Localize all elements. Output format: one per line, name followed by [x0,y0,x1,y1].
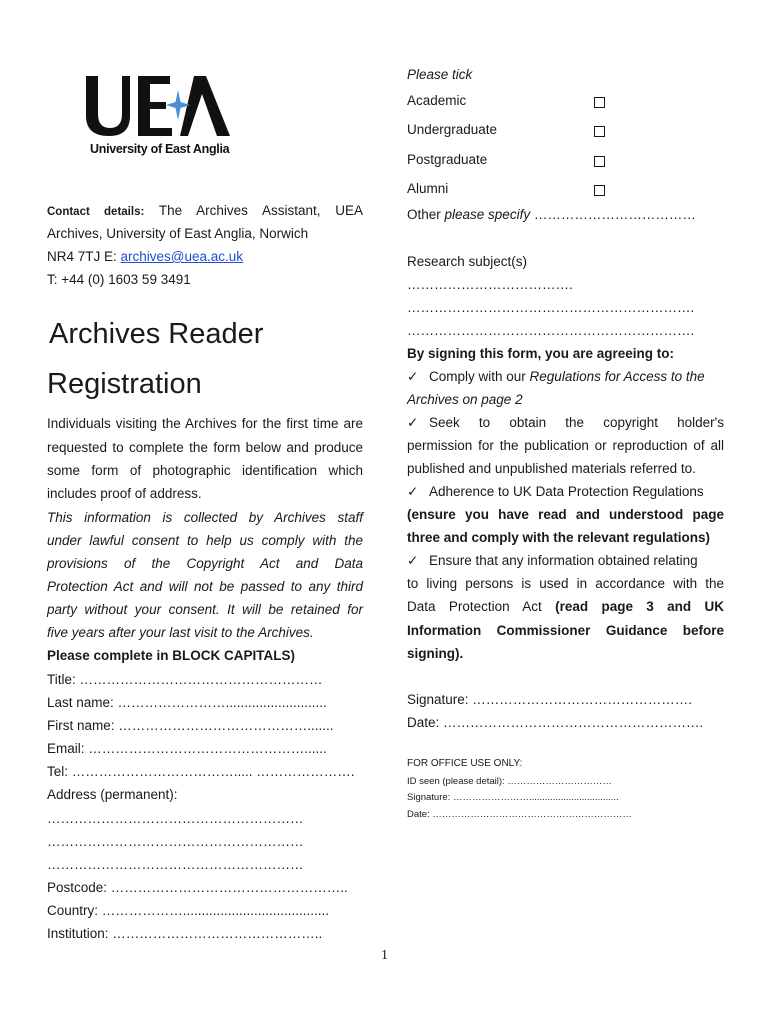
agreement-item-2 [407,414,724,432]
option-undergraduate-label: Undergraduate [407,122,498,137]
privacy-line-6: five years after your last visit to the Archives. [47,625,314,640]
postcode-field[interactable]: Postcode: …………………………………………….. [47,880,348,895]
privacy-line-1: This information is collected by Archives staff [47,510,363,525]
checkmark-icon: ✓ [407,415,419,430]
research-line-2[interactable]: ………………………………………………………. [407,300,695,315]
institution-field[interactable]: Institution: ……………………………………….. [47,926,323,941]
contact-line1-text: The Archives Assistant, UEA [158,203,363,218]
address-label: Address (permanent): [47,787,178,802]
option-postgraduate-checkbox[interactable] [594,156,605,167]
date-field[interactable]: Date: …………………………………………………. [407,715,704,730]
office-date[interactable]: Date: ……………………………………………………… [407,809,632,820]
agreement-item-4-text: Ensure that any information obtained relating [429,553,698,568]
page-title-line-1: Archives Reader [49,318,264,350]
contact-label: Contact details: [47,206,145,218]
tick-heading: Please tick [407,67,473,82]
option-academic-checkbox[interactable] [594,97,605,108]
agreement-item-1-text: Comply with our [429,369,530,384]
research-label: Research subject(s) [407,254,528,269]
country-field[interactable]: Country: ………………....................................... [47,903,330,918]
signature-field[interactable]: Signature: …………………………………………. [407,692,693,707]
agreement-item-4-line-3-text: Data Protection Act [407,599,556,614]
uea-logo-mark [84,72,234,138]
email-field[interactable]: Email: …………………………………………...... [47,741,327,756]
intro-line-3: some form of photographic identification which [47,463,363,478]
intro-line-2: requested to complete the form below and produce [47,440,363,455]
research-line-1[interactable]: ………………………………. [407,277,573,292]
other-italic: please specify [444,207,531,222]
agreement-item-1-cont: Archives on page 2 [407,392,523,407]
contact-line-1 [47,202,363,221]
agreement-item-4-line-3-bold: (read page 3 and UK [555,599,724,614]
contact-line-2: Archives, University of East Anglia, Norwich [47,226,309,241]
checkmark-icon: ✓ [407,553,419,568]
address-line-1[interactable]: ………………………………………………… [47,811,304,826]
option-alumni-checkbox[interactable] [594,185,605,196]
agreement-item-4-line-4: Information Commissioner Guidance before [407,623,724,638]
contact-email-link[interactable]: archives@uea.ac.uk [120,249,244,264]
tel-field[interactable]: Tel: ………………………………..... …………………. [47,764,355,779]
agreement-item-4 [407,552,698,570]
other-specify-field[interactable] [407,206,696,224]
option-postgraduate-label: Postgraduate [407,152,488,167]
other-dots: ……………………………… [530,207,696,222]
agreement-item-3 [407,483,704,501]
research-line-3[interactable]: ………………………………………………………. [407,323,695,338]
agreement-item-3-text: Adherence to UK Data Protection Regulations [429,484,704,499]
checkmark-icon: ✓ [407,484,419,499]
checkmark-icon: ✓ [407,369,419,384]
block-capitals-note: Please complete in BLOCK CAPITALS) [47,648,296,663]
contact-line-3 [47,248,243,266]
address-line-3[interactable]: ………………………………………………… [47,857,304,872]
contact-phone: T: +44 (0) 1603 59 3491 [47,272,191,287]
agreement-item-2-text: Seek to obtain the copyright holder's [429,415,724,430]
agreement-item-1 [407,368,705,386]
title-field[interactable]: Title: ……………………………………………… [47,672,323,687]
privacy-line-2: under lawful consent to help us comply with the [47,533,363,548]
uea-logo [84,72,234,162]
agreement-item-2-line-2: permission for the publication or reproduction of all [407,438,724,453]
office-signature[interactable]: Signature: …………………….................................. [407,792,619,803]
intro-line-1: Individuals visiting the Archives for the first time are [47,416,363,431]
agreement-item-3-line-3: three and comply with the relevant regulations) [407,530,711,545]
first-name-field[interactable]: First name: ……………………………………....... [47,718,334,733]
agreement-item-2-line-3: published and unpublished materials referred to. [407,461,696,476]
agreement-item-1-italic: Regulations for Access to the [529,369,705,384]
logo-subtitle: University of East Anglia [90,142,230,156]
agreement-item-4-line-5: signing). [407,646,464,661]
contact-postcode: NR4 7TJ E: [47,249,121,264]
office-id-seen[interactable]: ID seen (please detail): …………………………… [407,776,612,787]
page-number: 1 [381,948,388,963]
agreement-item-3-line-2: (ensure you have read and understood page [407,507,724,522]
privacy-line-5: party without your consent. It will be retained for [47,602,363,617]
office-use-heading: FOR OFFICE USE ONLY: [407,758,523,769]
privacy-line-4: Protection Act and will not be passed to any third [47,579,363,594]
agreement-heading: By signing this form, you are agreeing to: [407,346,675,361]
other-label: Other [407,207,445,222]
intro-line-4: includes proof of address. [47,486,202,501]
last-name-field[interactable]: Last name: ……………………........................... [47,695,327,710]
address-line-2[interactable]: ………………………………………………… [47,834,304,849]
option-undergraduate-checkbox[interactable] [594,126,605,137]
agreement-item-4-line-2: to living persons is used in accordance with the [407,576,724,591]
option-alumni-label: Alumni [407,181,449,196]
option-academic-label: Academic [407,93,467,108]
privacy-line-3: provisions of the Copyright Act and Data [47,556,363,571]
agreement-item-4-line-3 [407,598,724,616]
page-title-line-2: Registration [47,368,202,400]
